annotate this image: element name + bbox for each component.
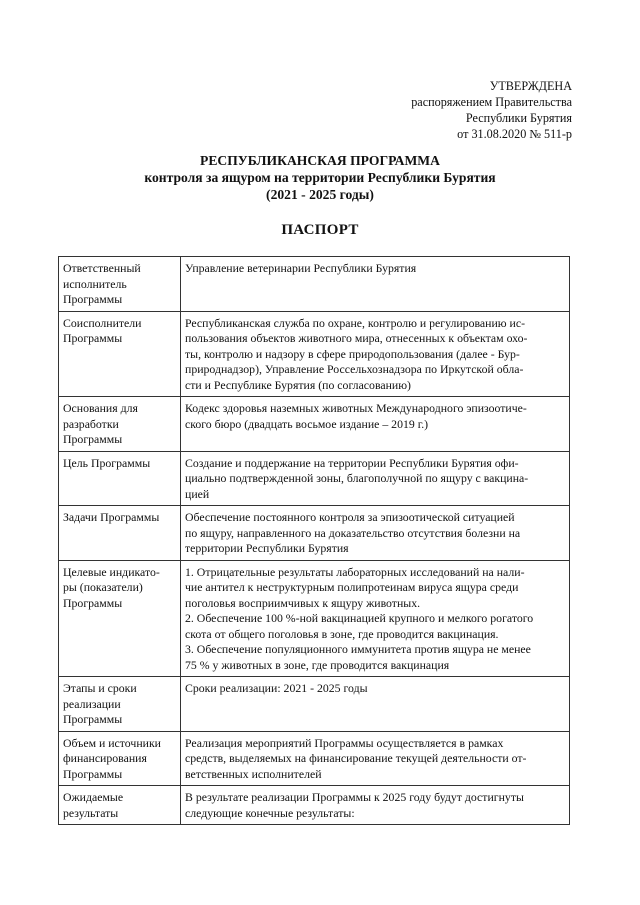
row-value (181, 397, 570, 452)
table-row (59, 311, 570, 397)
passport-heading: ПАСПОРТ (281, 222, 359, 238)
row-value-line: циально подтвержденной зоны, благополучной по ящуру с вакцина- (185, 471, 529, 485)
row-label-line: Целевые индикато- (63, 564, 160, 579)
row-value (181, 257, 570, 312)
row-value-line: цией (185, 486, 210, 501)
table-row (59, 451, 570, 506)
row-value-line: Кодекс здоровья наземных животных Международного эпизоотиче- (185, 401, 527, 415)
row-label-line: Этапы и сроки (63, 681, 137, 695)
row-value-line: Создание и поддержание на территории Республики Бурятия офи- (185, 455, 519, 470)
row-label-line: Программы (63, 712, 123, 726)
table-row (59, 560, 570, 677)
row-label-line: результаты (63, 805, 119, 820)
row-label-line: Ожидаемые (63, 790, 124, 804)
table-row (59, 397, 570, 452)
row-value (181, 786, 570, 825)
row-label-line: ры (показатели) (63, 580, 143, 594)
approval-stamp (411, 78, 572, 142)
row-label-line: разработки (63, 416, 119, 431)
row-label-line: Цель Программы (63, 455, 151, 470)
title-line: контроля за ящуром на территории Республики Бурятия (144, 170, 496, 185)
row-value-line: ского бюро (двадцать восьмое издание – 2019 г.) (185, 416, 429, 431)
row-value-line: средств, выделяемых на финансирование текущей деятельности от- (185, 751, 527, 765)
row-value-line: Реализация мероприятий Программы осуществляется в рамках (185, 735, 504, 750)
row-value (181, 506, 570, 561)
table-row (59, 786, 570, 825)
row-value-line: ветственных исполнителей (185, 766, 322, 781)
row-label-line: финансирования (63, 751, 147, 765)
row-value-line: 1. Отрицательные результаты лабораторных исследований на нали- (185, 564, 525, 579)
row-label-line: реализации (63, 696, 121, 711)
row-label (59, 506, 181, 561)
row-value-line: Управление ветеринарии Республики Бурятия (185, 261, 417, 275)
row-value (181, 677, 570, 732)
row-value-line: Сроки реализации: 2021 - 2025 годы (185, 681, 368, 695)
row-value-line: ты, контролю и надзору в сфере природопользования (далее - Бур- (185, 346, 520, 361)
passport-table (58, 256, 570, 825)
row-label (59, 257, 181, 312)
table-row (59, 257, 570, 312)
row-label-line: Программы (63, 292, 123, 306)
row-value-line: 75 % у животных в зоне, где проводится вакцинация (185, 657, 450, 672)
row-label-line: исполнитель (63, 276, 127, 291)
row-label-line: Основания для (63, 401, 138, 415)
row-label-line: Программы (63, 595, 123, 610)
approval-line: Республики Бурятия (465, 111, 572, 125)
row-value-line: 3. Обеспечение популяционного иммунитета против ящура не менее (185, 642, 531, 656)
row-label (59, 731, 181, 786)
approval-line: от 31.08.2020 № 511-р (457, 127, 572, 141)
row-value-line: по ящуру, направленного на доказательство отсутствия болезни на (185, 525, 521, 540)
row-value-line: следующие конечные результаты: (185, 805, 355, 820)
title-line: (2021 - 2025 годы) (266, 187, 374, 202)
row-value-line: территории Республики Бурятия (185, 541, 349, 555)
row-label (59, 677, 181, 732)
row-label-line: Объем и источники (63, 735, 161, 750)
approval-line: УТВЕРЖДЕНА (489, 79, 572, 93)
row-value-line: В результате реализации Программы к 2025 году будут достигнуты (185, 790, 524, 804)
row-label (59, 311, 181, 397)
table-row (59, 731, 570, 786)
row-label (59, 451, 181, 506)
table-row (59, 677, 570, 732)
row-label (59, 786, 181, 825)
row-label (59, 560, 181, 677)
row-value-line: природнадзор), Управление Россельхознадзора по Иркутской обла- (185, 362, 524, 376)
row-label-line: Соисполнители (63, 315, 142, 330)
row-value-line: чие антител к неструктурным полипротеинам вируса ящура среди (185, 580, 519, 594)
row-label-line: Программы (63, 432, 123, 446)
approval-line: распоряжением Правительства (411, 95, 572, 109)
row-value-line: пользования объектов животного мира, отнесенных к объектам охо- (185, 331, 528, 345)
row-label-line: Ответственный (63, 261, 141, 275)
row-value-line: 2. Обеспечение 100 %-ной вакцинацией крупного и мелкого рогатого (185, 611, 534, 625)
title-line: РЕСПУБЛИКАНСКАЯ ПРОГРАММА (200, 153, 440, 168)
row-label-line: Программы (63, 331, 123, 345)
row-value-line: Обеспечение постоянного контроля за эпизоотической ситуацией (185, 510, 515, 524)
row-label (59, 397, 181, 452)
row-label-line: Задачи Программы (63, 510, 160, 524)
row-value-line: скота от общего поголовья в зоне, где проводится вакцинация. (185, 626, 499, 641)
row-value-line: Республиканская служба по охране, контролю и регулированию ис- (185, 315, 525, 330)
row-value (181, 311, 570, 397)
document-title (0, 152, 640, 203)
row-value (181, 731, 570, 786)
row-label-line: Программы (63, 766, 123, 781)
row-value-line: поголовья восприимчивых к ящуру животных. (185, 595, 421, 610)
row-value (181, 451, 570, 506)
row-value-line: сти и Республике Бурятия (по согласованию) (185, 377, 411, 392)
row-value (181, 560, 570, 677)
table-row (59, 506, 570, 561)
